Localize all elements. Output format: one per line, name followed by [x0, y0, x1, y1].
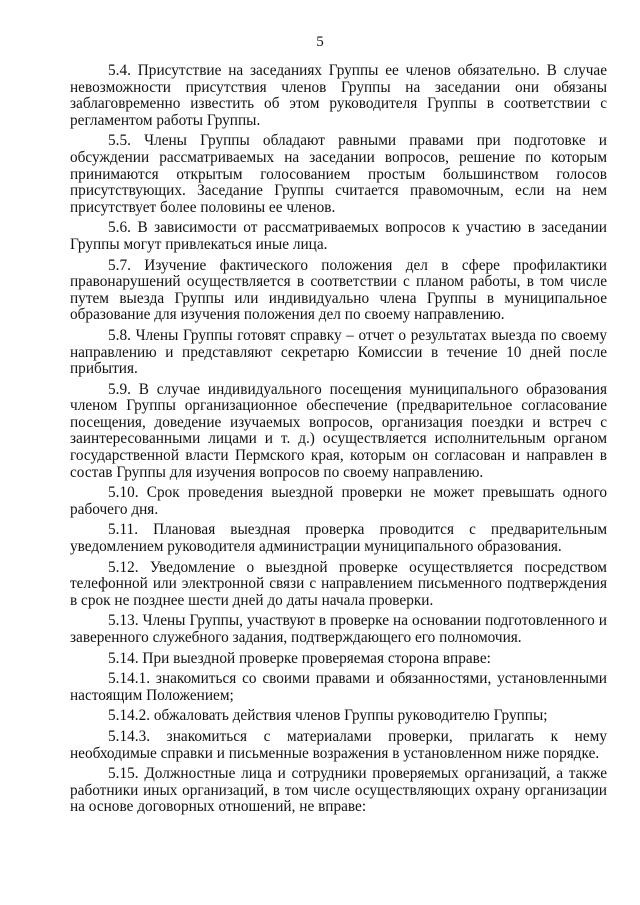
paragraph-5-11: 5.11. Плановая выездная проверка проводится с предварительным уведомлением руководителя администрации муниципального образования. — [70, 521, 607, 556]
document-body — [70, 63, 607, 820]
paragraph-5-14-2: 5.14.2. обжаловать действия членов Группы руководителю Группы; — [108, 707, 548, 725]
paragraph-5-13: 5.13. Члены Группы, участвуют в проверке на основании подготовленного и заверенного служебного задания, подтверждающего его полномочия. — [70, 612, 607, 646]
paragraph-5-8: 5.8. Члены Группы готовят справку – отчет о результатах выезда по своему направлению и представляют секретарю Комиссии в течение 10 дней после прибытия. — [70, 326, 607, 378]
paragraph-5-12: 5.12. Уведомление о выездной проверке осуществляется посредством телефонной или электронной связи с направлением письменного подтверждения в срок не позднее шести дней до даты начала проверки. — [70, 558, 607, 609]
paragraph-5-4: 5.4. Присутствие на заседаниях Группы ее членов обязательно. В случае невозможности присутствия членов Группы на заседании они обязаны заблаговременно известить об этом руководителя Группы в соответствии с регламентом работы Группы. — [70, 62, 607, 129]
paragraph-5-9: 5.9. В случае индивидуального посещения муниципального образования членом Группы организационное обеспечение (предварительное согласование посещения, доведение изучаемых вопросов, организация поездки и встреч с заинтересованными лицами и т. д.) осуществляется исполнительным органом государственной власти Пермского края, которым он согласован и направлен в состав Группы для изучения вопросов по своему направлению. — [70, 380, 607, 481]
paragraph-5-14-1: 5.14.1. знакомиться со своими правами и обязанностями, установленными настоящим Положением; — [70, 670, 607, 704]
paragraph-5-5: 5.5. Члены Группы обладают равными правами при подготовке и обсуждении рассматриваемых на заседании вопросов, решение по которым принимаются открытым голосованием простым большинством голосов присутствующих. Заседание Группы считается правомочным, если на нем присутствует более половины ее членов. — [70, 132, 607, 216]
paragraph-5-7: 5.7. Изучение фактического положения дел в сфере профилактики правонарушений осуществляется в соответствии с планом работы, в том числе путем выезда Группы или индивидуально члена Группы в муниципальное образование для изучения положения дел по своему направлению. — [70, 256, 607, 324]
paragraph-5-14-3: 5.14.3. знакомиться с материалами проверки, прилагать к нему необходимые справки и письменные возражения в установленном ниже порядке. — [70, 727, 607, 762]
paragraph-5-10: 5.10. Срок проведения выездной проверки не может превышать одного рабочего дня. — [70, 484, 607, 518]
page-number: 5 — [316, 34, 324, 50]
paragraph-5-6: 5.6. В зависимости от рассматриваемых вопросов к участию в заседании Группы могут привлекаться иные лица. — [70, 219, 607, 253]
paragraph-5-15: 5.15. Должностные лица и сотрудники проверяемых организаций, а также работники иных организаций, в том числе осуществляющих охрану организации на основе договорных отношений, не вправе: — [70, 765, 607, 816]
paragraph-5-14: 5.14. При выездной проверке проверяемая сторона вправе: — [108, 649, 491, 667]
